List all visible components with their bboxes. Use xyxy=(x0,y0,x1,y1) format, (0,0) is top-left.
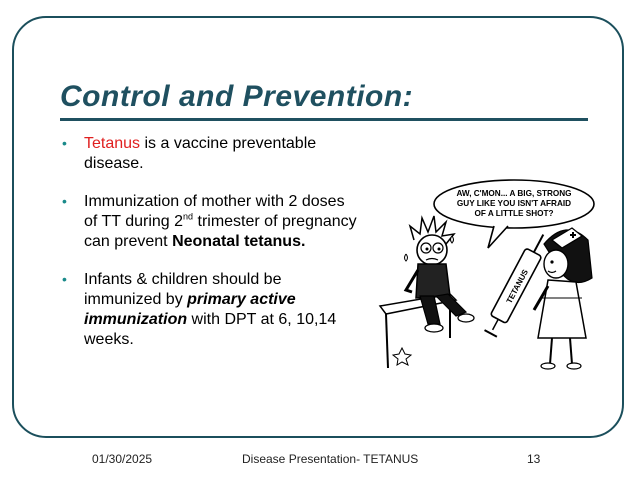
speech-line: AW, C'MON... A BIG, STRONG xyxy=(456,189,572,198)
bullet-item-2 xyxy=(62,192,362,252)
bold-italic-term: primary active immunization xyxy=(84,291,296,328)
bullet-text: trimester of pregnancy can prevent xyxy=(84,213,357,250)
footer-title: Disease Presentation- TETANUS xyxy=(242,452,419,466)
slide-title: Control and Prevention: xyxy=(60,80,414,113)
bullet-icon: • xyxy=(62,271,67,287)
bullet-text: Immunization of mother with 2 doses of TT during 2 xyxy=(84,193,345,230)
cartoon-illustration xyxy=(376,178,608,374)
bullet-text: is a vaccine preventable disease. xyxy=(84,135,317,172)
page-number: 13 xyxy=(527,452,541,466)
syringe-label: TETANUS xyxy=(504,267,531,305)
bold-term: Neonatal tetanus. xyxy=(172,233,306,250)
speech-line: GUY LIKE YOU ISN'T AFRAID xyxy=(456,199,572,208)
speech-line: OF A LITTLE SHOT? xyxy=(474,209,554,218)
footer-date: 01/30/2025 xyxy=(92,452,153,466)
bullet-item-1 xyxy=(62,134,362,174)
title-underline xyxy=(60,118,588,121)
superscript: nd xyxy=(183,211,194,222)
bullet-icon: • xyxy=(62,193,67,209)
highlight-term: Tetanus xyxy=(84,135,141,152)
bullet-list xyxy=(62,134,362,368)
bullet-icon: • xyxy=(62,135,67,151)
bullet-item-3 xyxy=(62,270,362,350)
bullet-text: with DPT at 6, 10,14 weeks. xyxy=(84,311,337,348)
boy-figure xyxy=(393,216,474,365)
nurse-figure xyxy=(534,228,592,369)
bullet-text: Infants & children should be immunized by xyxy=(84,271,282,308)
